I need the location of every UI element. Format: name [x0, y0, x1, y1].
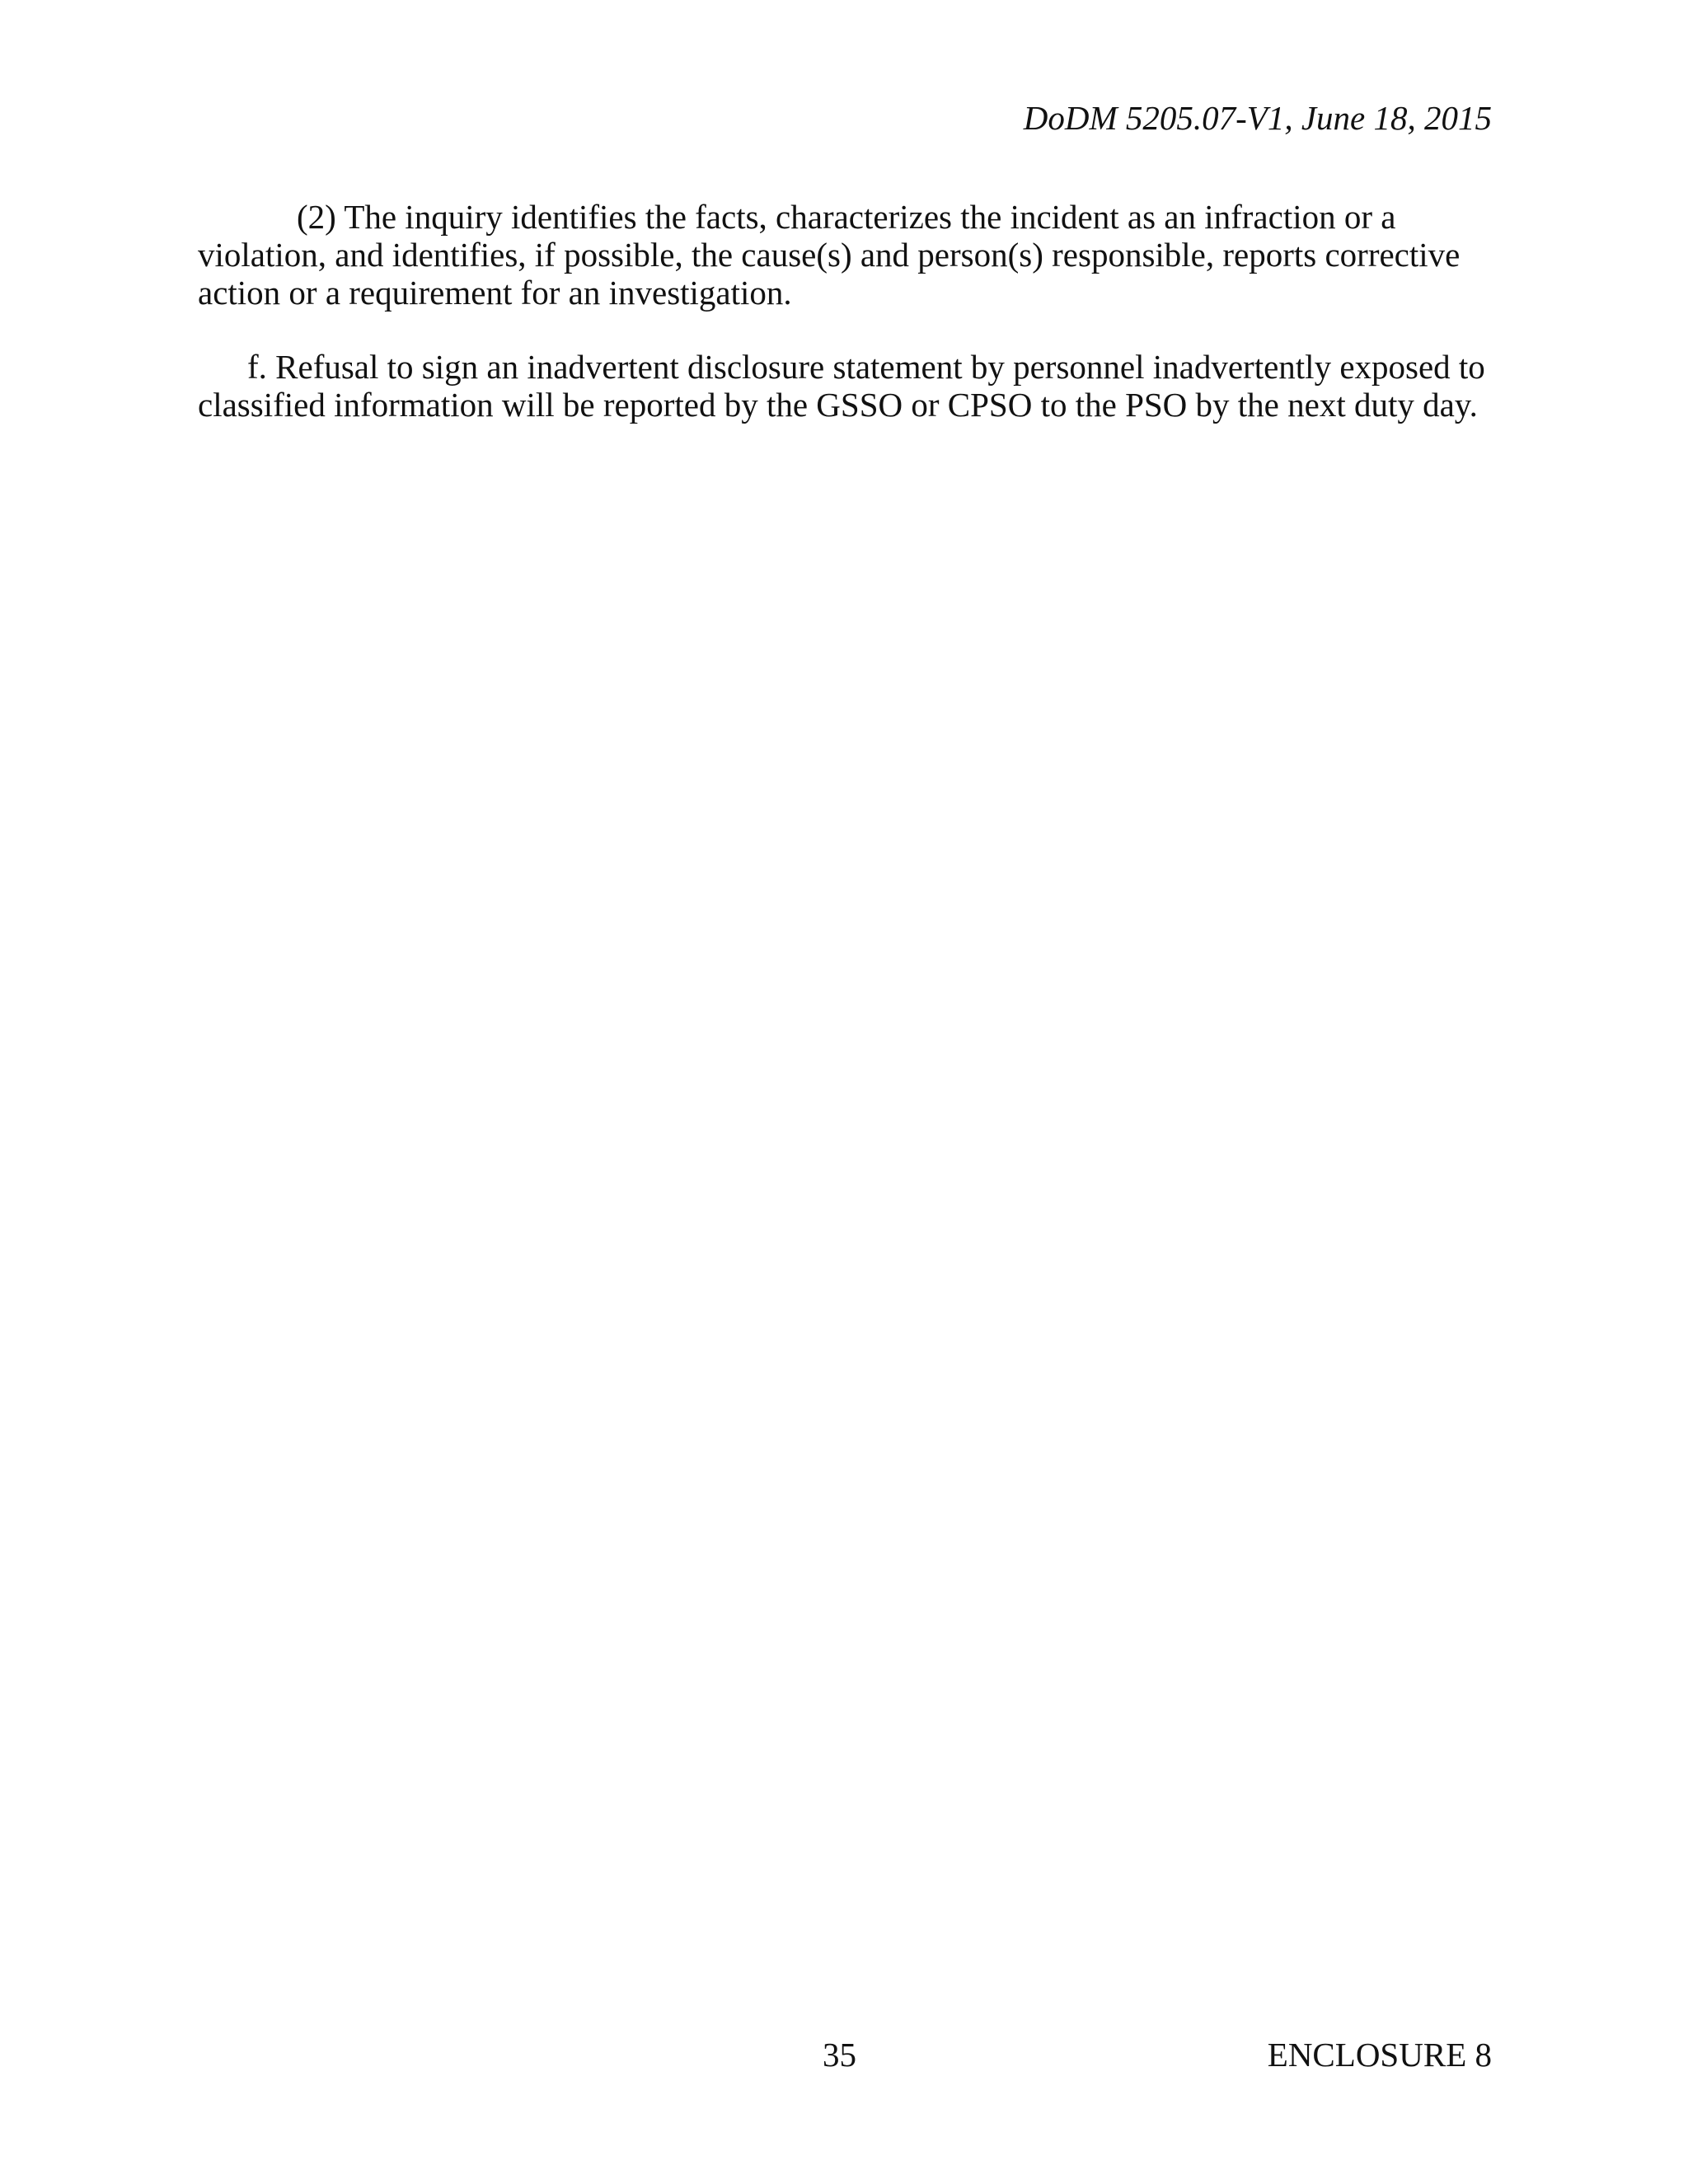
enclosure-label: ENCLOSURE 8: [1267, 2036, 1492, 2074]
paragraph-f-line-2: classified information will be reported by the GSSO or CPSO to the PSO by the next duty day.: [198, 386, 1478, 424]
paragraph-f-line-1: f. Refusal to sign an inadvertent disclosure statement by personnel inadvertently exposed to: [247, 348, 1485, 386]
paragraph-2: [198, 198, 1492, 312]
document-reference-header: DoDM 5205.07-V1, June 18, 2015: [1023, 99, 1492, 137]
paragraph-f: [198, 348, 1492, 424]
paragraph-2-line-3: action or a requirement for an investigation.: [198, 274, 792, 312]
paragraph-2-line-2: violation, and identifies, if possible, the cause(s) and person(s) responsible, reports corrective: [198, 236, 1461, 274]
page-number: 35: [823, 2036, 856, 2074]
paragraph-2-line-1: (2) The inquiry identifies the facts, characterizes the incident as an infraction or a: [297, 198, 1396, 236]
